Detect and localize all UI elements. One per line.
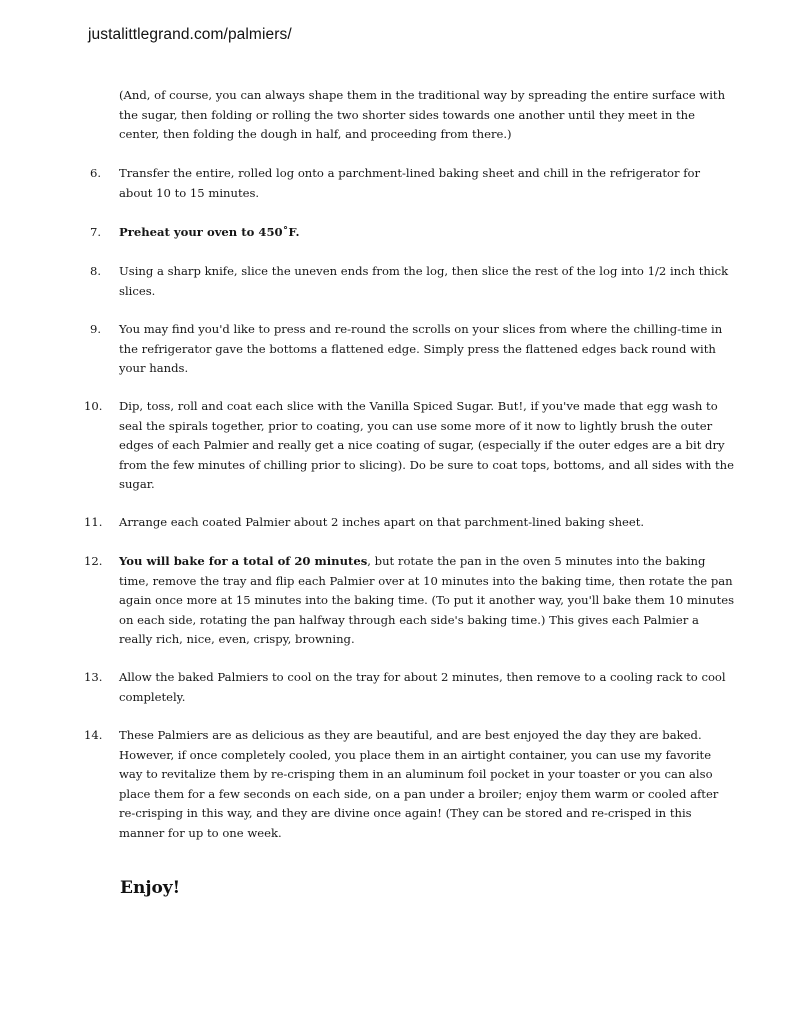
page-url-header: justalittlegrand.com/palmiers/: [88, 26, 292, 43]
step-text: Transfer the entire, rolled log onto a parchment-lined baking sheet and chill in the refrigerator for about 10 to 15 minutes.: [119, 166, 701, 200]
step-text: [119, 223, 735, 243]
step-text: Using a sharp knife, slice the uneven ends from the log, then slice the rest of the log into 1/2 inch thick slices.: [119, 264, 729, 298]
step-text: Allow the baked Palmiers to cool on the tray for about 2 minutes, then remove to a cooling rack to cool completely.: [119, 670, 726, 704]
step-number: 12.: [84, 554, 103, 568]
step-number: 10.: [84, 399, 103, 413]
step-text: [119, 552, 735, 650]
step-number: 13.: [84, 670, 103, 684]
step-number: 9.: [90, 322, 102, 336]
closing-heading: Enjoy!: [120, 878, 181, 898]
step-number: 8.: [90, 264, 102, 278]
step-number: 7.: [90, 225, 102, 239]
step-bold-text: Preheat your oven to 450˚F.: [119, 225, 300, 239]
step-number: 14.: [84, 728, 103, 742]
step-text: Arrange each coated Palmier about 2 inches apart on that parchment-lined baking sheet.: [119, 515, 645, 529]
step-text: Dip, toss, roll and coat each slice with the Vanilla Spiced Sugar. But!, if you've made that egg wash to seal the spirals together, prior to coating, you can use some more of it now to lightly brush the outer edges of each Palmier and really get a nice coating of sugar, (especially if the outer edges are a bit dry from the few minutes of chilling prior to slicing). Do be sure to coat tops, bottoms, and all sides with the sugar.: [119, 399, 734, 492]
step-bold-text: You will bake for a total of 20 minutes: [119, 554, 368, 568]
step-number: 6.: [90, 166, 102, 180]
intro-paragraph: (And, of course, you can always shape them in the traditional way by spreading the entire surface with the sugar, then folding or rolling the two shorter sides towards one another until they meet in the center, then folding the dough in half, and proceeding from there.): [119, 88, 726, 142]
step-number: 11.: [84, 515, 103, 529]
step-rest-text: , but rotate the pan in the oven 5 minutes into the baking time, remove the tray and flip each Palmier over at 10 minutes into the baking time, then rotate the pan again once more at 15 minutes into the baking time. (To put it another way, you'll bake them 10 minutes on each side, rotating the pan halfway through each side's baking time.) This gives each Palmier a really rich, nice, even, crispy, browning.: [119, 554, 735, 647]
step-text: These Palmiers are as delicious as they are beautiful, and are best enjoyed the day they are baked. However, if once completely cooled, you place them in an airtight container, you can use my favorite way to revitalize them by re-crisping them in an aluminum foil pocket in your toaster or you can also place them for a few seconds on each side, on a pan under a broiler; enjoy them warm or cooled after re-crisping in this way, and they are divine once again! (They can be stored and re-crisped in this manner for up to one week.: [119, 728, 719, 840]
step-text: You may find you'd like to press and re-round the scrolls on your slices from where the chilling-time in the refrigerator gave the bottoms a flattened edge. Simply press the flattened edges back round with your hands.: [119, 322, 723, 376]
